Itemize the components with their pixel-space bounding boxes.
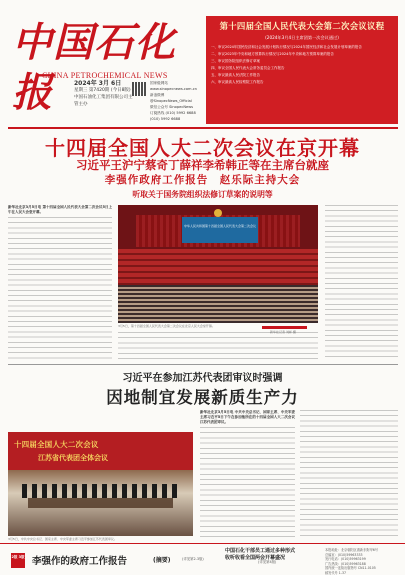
section-divider [8,364,398,365]
footer-title: 李强作的政府工作报告 [32,556,128,567]
headline-sub-2: 李强作政府工作报告 赵乐际主持大会 [104,174,301,186]
issue-date: 2024年 3月 6日 [74,80,122,87]
jiangsu-delegation-photo [8,432,193,536]
agenda-list [211,44,393,86]
second-headline: 因地制宜发展新质生产力 [106,388,299,407]
article-body-text [118,332,318,360]
agenda-box [206,16,398,124]
article-body-text [300,410,398,540]
agenda-subtitle: (2024年3月4日主席团第一次会议通过) [265,35,339,40]
article-body-text [325,205,398,360]
issue-date-block [74,80,134,108]
article-column-below-photo [118,332,318,360]
main-headline: 十四届全国人大二次会议在京开幕 [45,136,360,160]
footer-info-line: 国内统一连续出版物号 CN11-0105 [325,566,376,571]
logo-english: CHINA PETROCHEMICAL NEWS [42,71,168,80]
footer-right-line: 中国石化干部员工通过多种形式 [225,548,296,554]
contact-line: 新浪微博 @SinopecNews_Official [150,93,192,103]
qr-code-icon [132,82,146,96]
article-column [200,410,295,540]
contact-line: 国家级网站 www.sinopecnews.com.cn [150,81,197,91]
second-headline-pre: 习近平在参加江苏代表团审议时强调 [122,373,283,384]
agenda-item: 六、审议最高人民检察院工作报告 [211,80,264,84]
masthead-divider [8,127,398,129]
agenda-item: 一、审议2024年国民经济和社会发展计划执行情况与2024年国民经济和社会发展计划草案的报告 [211,45,362,49]
delegates [22,484,182,498]
agenda-item: 四、审议全国人民代表大会常务委员会工作报告 [211,66,285,70]
issue-weekday: 星期三 第7420期 (今日8版) [74,88,131,93]
banner-line-2: 江苏省代表团全体会议 [38,454,108,462]
footer-info-line: 总编室：(010)59963333 [325,552,363,557]
footer-info [325,548,400,576]
hall-screen-text: 中华人民共和国第十四届全国人民代表大会第二次会议 [183,224,256,228]
photo-caption: 3月5日，中共中央总书记、国家主席、中央军委主席习近平参加江苏代表团审议。 [8,537,117,541]
contact-block [150,80,206,122]
agenda-item: 二、审议2023年中央和地方预算执行情况与2024年中央和地方预算草案的报告 [211,52,334,56]
contact-line: 订阅热线 (010) 5992 6688 (010) 5992 6688 [150,111,196,121]
footer-right-line: 收听收看全国两会开幕盛况 [225,555,286,561]
contact-line: 微信公众号 SinopecNews [150,105,194,109]
footer-subtitle: (详见第2-3版) [182,557,204,561]
footer-info-line: 广告热线：(010)59963188 [325,561,366,566]
headline-sub-1: 习近平王沪宁蔡奇丁薛祥李希韩正等在主席台就座 [76,158,329,172]
photo-credit: 新华社记者 刘彬 摄 [270,330,296,334]
agenda-title: 第十四届全国人民代表大会第二次会议议程 [219,21,385,31]
agenda-item: 五、审议最高人民法院工作报告 [211,73,260,77]
footer-info-line: 发行电话：(010)59963199 [325,557,366,562]
article-column-left [8,205,112,360]
logo-chinese: 中国石化报 [12,19,176,116]
article-column-right [325,205,398,360]
footer-info-line: 邮发代号 1-37 [325,570,346,575]
audience-seats [118,285,318,323]
publisher-line: 中国石油化工集团有限公司主管主办 [74,95,133,107]
article-lead: 新华社北京3月5日电 第十四届全国人民代表大会第二次会议5日上午在人民大会堂开幕。 [8,205,112,214]
great-hall-photo [118,205,318,323]
article-body-text [8,217,112,360]
headline-sub-3: 听取关于国务院组织法修订草案的说明等 [132,190,273,199]
banner-line-1: 十四届全国人大二次会议 [14,440,99,449]
rostrum [118,249,318,285]
photo-caption: 3月5日，第十四届全国人民代表大会第二次会议在北京人民大会堂开幕。 [118,324,215,328]
hall-screen [182,217,258,243]
page-badge: 2版 3版 [11,553,25,568]
article-column [300,410,398,540]
article-body-text [200,427,295,540]
national-emblem-icon [214,209,222,217]
footer-title-extra: (摘要) [153,557,171,564]
footer-bar [0,543,405,575]
meeting-desk [28,498,173,508]
caption-divider [262,326,307,329]
article-lead: 新华社北京3月5日电 中共中央总书记、国家主席、中央军委主席习近平5日下午在参加他所在的十四届全国人大二次会议江苏代表团审议。 [200,410,295,424]
agenda-item: 三、审议国务院组织法修订草案 [211,59,260,63]
footer-right-subtitle: (详见第4版) [258,560,277,564]
footer-info-line: 本报地址：北京朝阳区惠新东街甲6号 [325,548,379,552]
meeting-banner [8,432,193,470]
